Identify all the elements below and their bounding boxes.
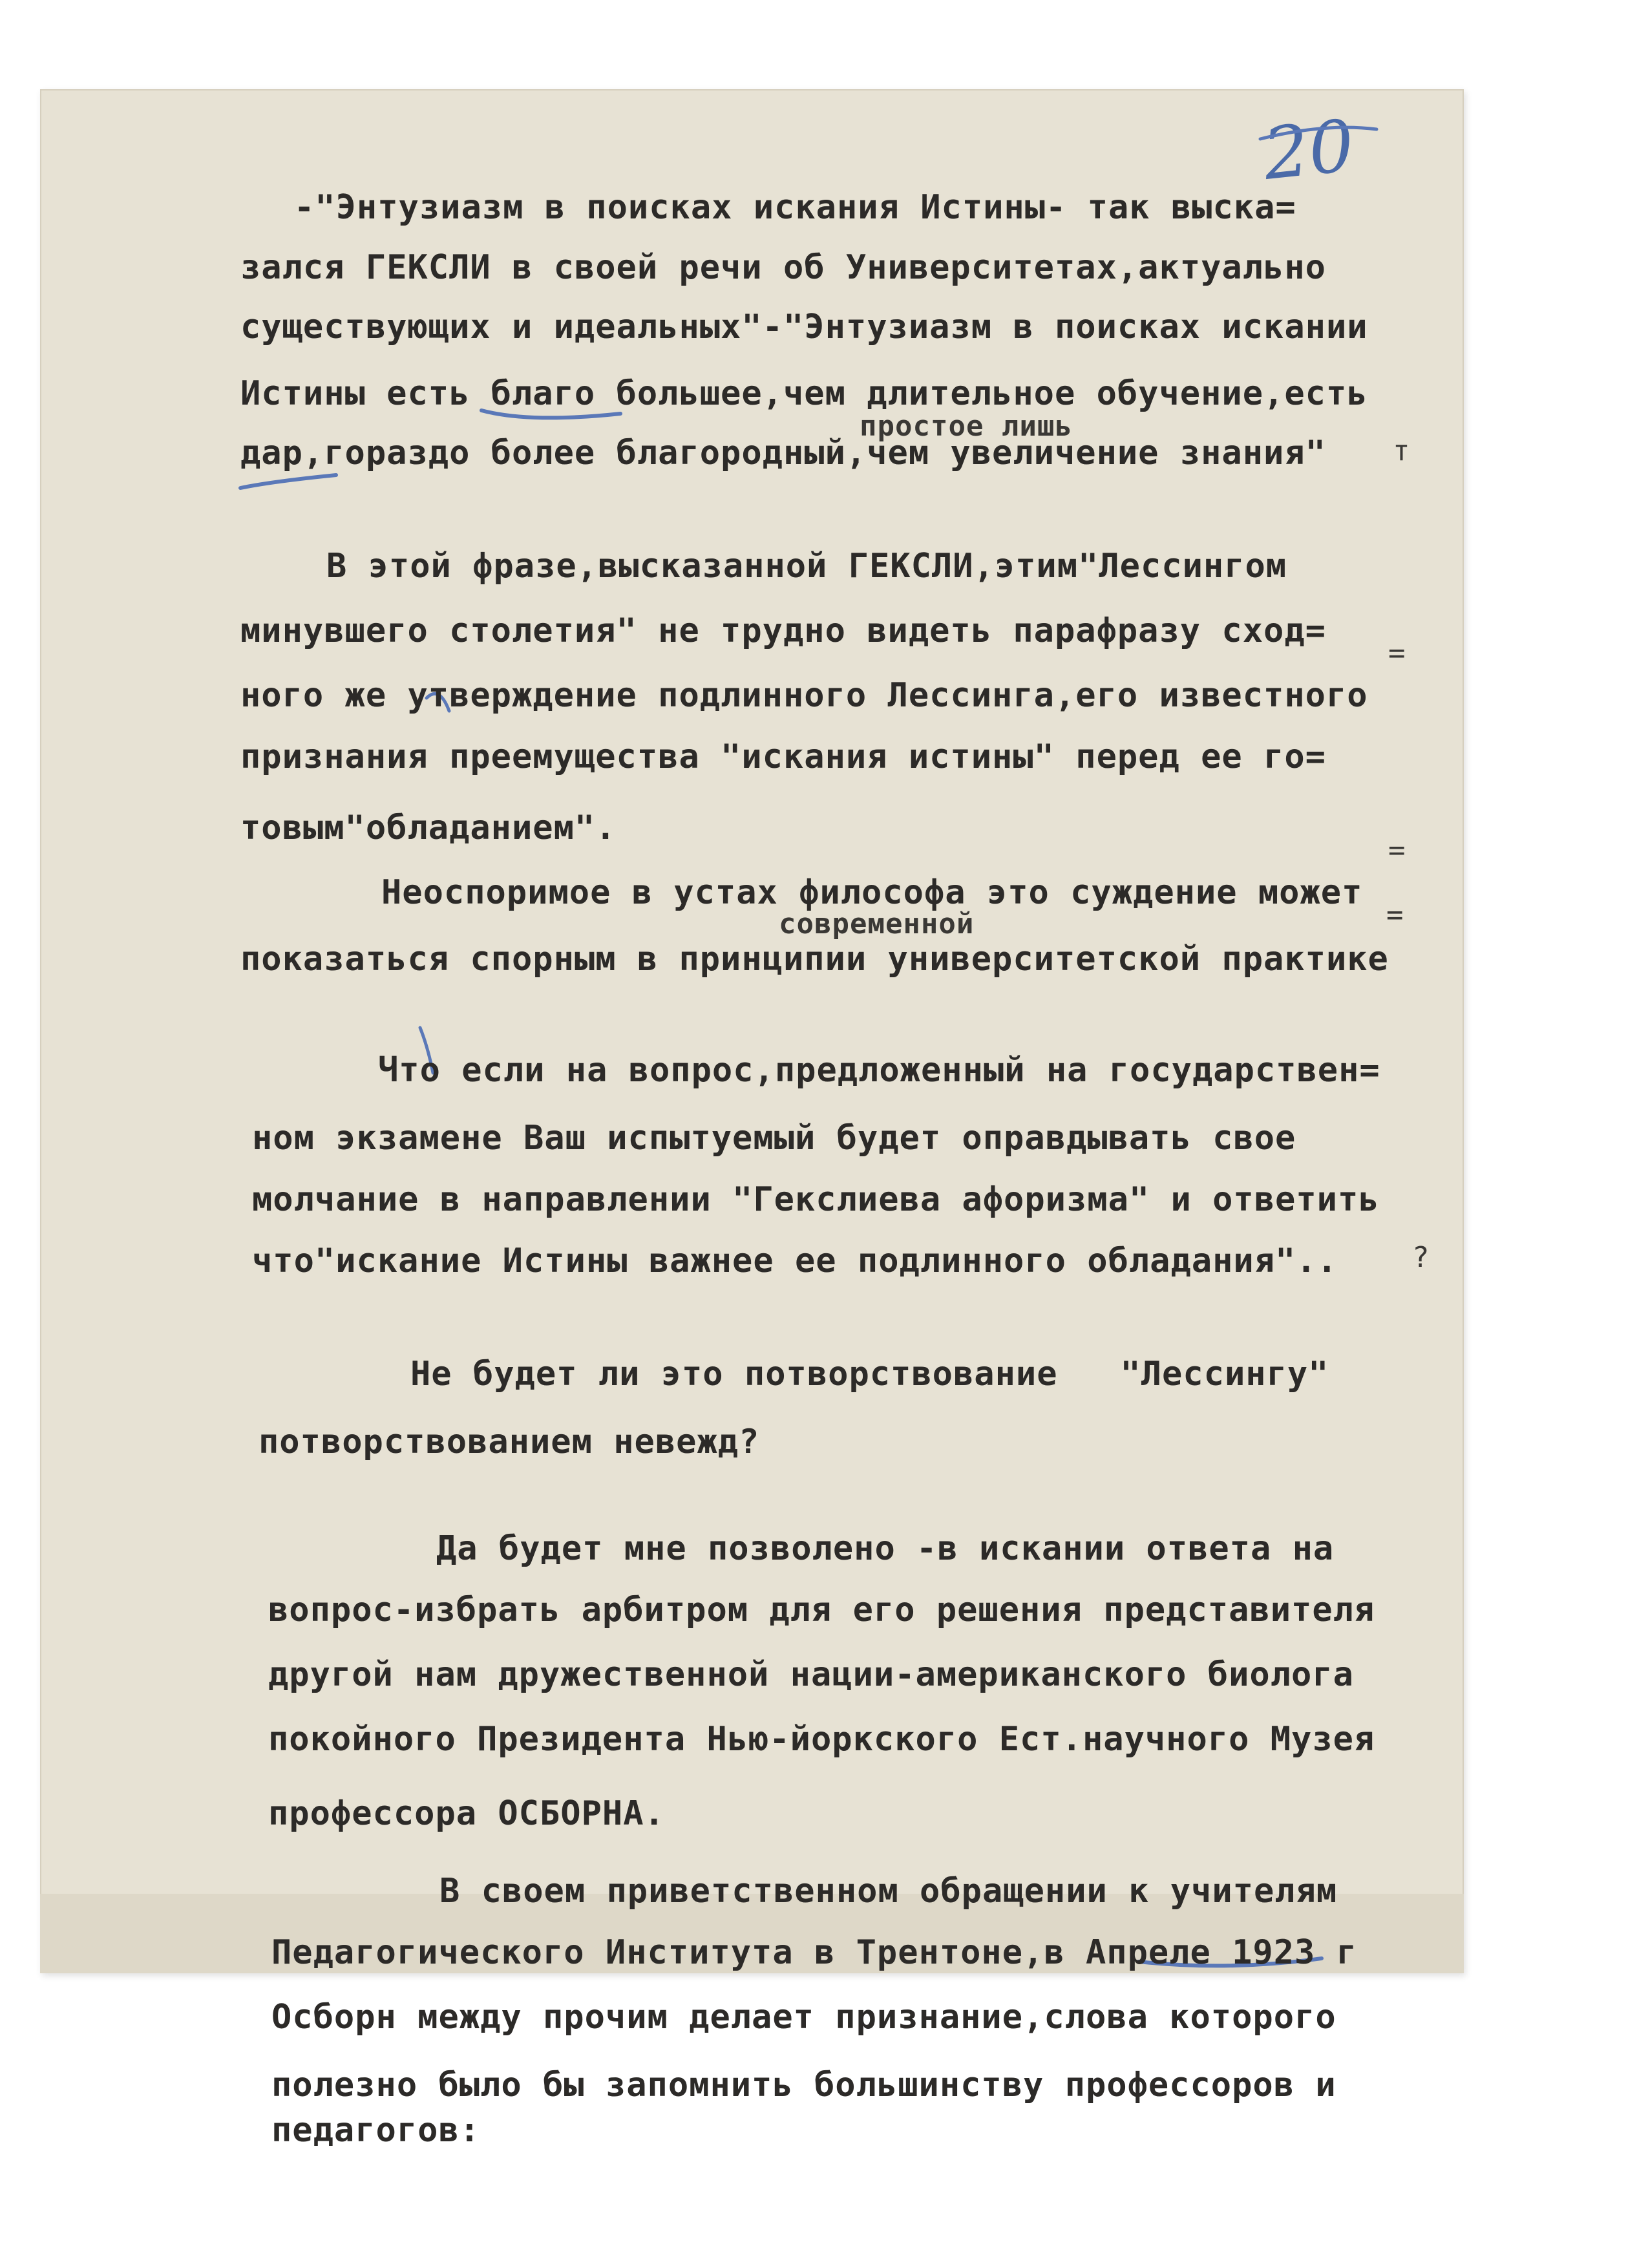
text-line: -"Энтузиазм в поисках искания Истины- так выска= (294, 188, 1296, 227)
text-line: ного же утверждение подлинного Лессинга,его известного (240, 676, 1368, 715)
text-line: ном экзамене Ваш испытуемый будет оправдывать свое (252, 1119, 1296, 1158)
text-line: потворствованием невежд? (259, 1423, 760, 1461)
text-line: молчание в направлении "Гекслиева афоризма" и ответить (252, 1180, 1380, 1219)
typed-insertion: простое лишь (860, 410, 1073, 443)
text-line: дар,гораздо более благородный,чем увеличение знания" (240, 434, 1326, 472)
text-line: профессора ОСБОРНА. (268, 1794, 665, 1833)
margin-mark: = (1386, 898, 1404, 931)
text-line: зался ГЕКСЛИ в своей речи об Университетах,актуально (240, 248, 1326, 287)
text-line: педагогов: (271, 2111, 481, 2150)
text-line: вопрос-избрать арбитром для его решения представителя (268, 1591, 1375, 1629)
text-line: Педагогического Института в Трентоне,в Апреле 1923 г (271, 1933, 1357, 1972)
margin-mark: = (1388, 834, 1406, 867)
text-line: Что если на вопрос,предложенный на государствен= (378, 1051, 1380, 1090)
text-line: признания преемущества "искания истины" перед ее го= (240, 737, 1326, 776)
text-line: В этой фразе,высказанной ГЕКСЛИ,этим"Лессингом (326, 547, 1287, 586)
text-line: товым"обладанием". (240, 809, 617, 847)
text-line: покойного Президента Нью-йоркского Ест.научного Музея (268, 1720, 1375, 1759)
margin-mark: т (1393, 434, 1411, 467)
typed-insertion: современной (779, 907, 975, 940)
handwritten-page-number: 20 (1259, 104, 1358, 196)
margin-mark: ? (1412, 1241, 1430, 1274)
text-line: полезно было бы запомнить большинству профессоров и (271, 2066, 1336, 2104)
text-line: другой нам дружественной нации-американского биолога (268, 1655, 1354, 1694)
text-line: В своем приветственном обращении к учителям (439, 1872, 1338, 1911)
text-line: Неоспоримое в устах философа это суждение может (381, 873, 1363, 912)
text-line: Не будет ли это потворствование "Лессингу" (410, 1355, 1329, 1394)
text-line: Да будет мне позволено -в искании ответа на (436, 1529, 1335, 1568)
text-line: показаться спорным в принципии университетской практике (240, 940, 1389, 979)
text-line: существующих и идеальных"-"Энтузиазм в поисках искании (240, 308, 1368, 346)
text-line: минувшего столетия" не трудно видеть парафразу сход= (240, 611, 1326, 650)
text-line: что"искание Истины важнее ее подлинного обладания".. (252, 1242, 1338, 1280)
text-line: Осборн между прочим делает признание,слова которого (271, 1998, 1336, 2037)
text-line: Истины есть благо большее,чем длительное обучение,есть (240, 374, 1368, 413)
margin-mark: = (1388, 637, 1406, 670)
